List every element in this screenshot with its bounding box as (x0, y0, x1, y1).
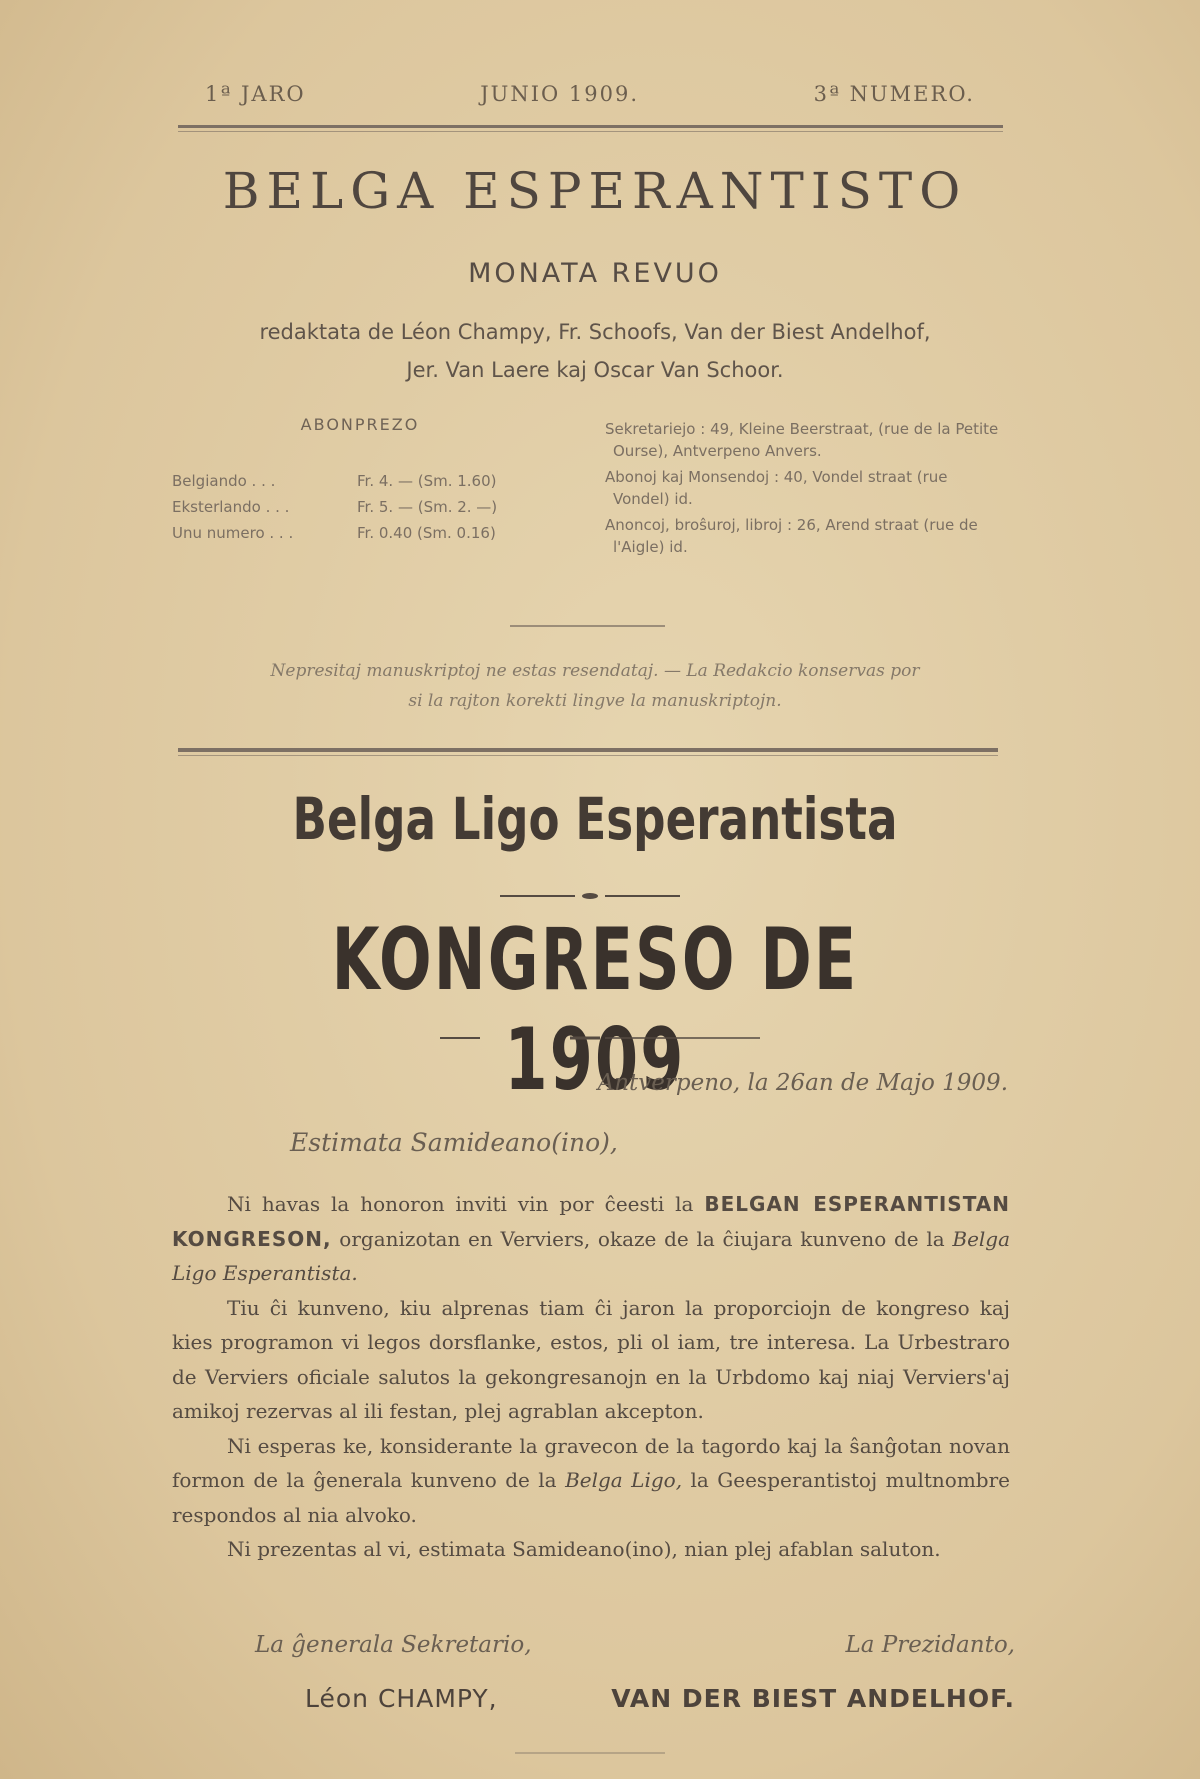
editorial-note (195, 656, 995, 716)
secretary-title: La ĝenerala Sekretario, (255, 1632, 532, 1658)
address-subscriptions: Abonoj kaj Monsendoj : 40, Vondel straat (rue Vondel) id. (605, 468, 948, 508)
paragraph: Tiu ĉi kunveno, kiu alprenas tiam ĉi jaron la proporciojn de kongreso kaj kies programon vi legos dorsflanke, estos, pli ol iam, tre interesa. La Urbestraro de Verviers oficiale salutos la gekongresanojn en la Urbdomo kaj niaj Verviers'aj amikoj rezervas al ili festan, plej agrablan akcepton. (172, 1295, 1010, 1423)
note-line: si la rajton korekti lingve la manuskriptojn. (408, 691, 782, 711)
ornament-divider (500, 893, 680, 899)
league-name: Belga Ligo, (565, 1468, 683, 1492)
issue-number: 3ª NUMERO. (813, 82, 975, 106)
article-rule (178, 748, 998, 752)
price-place: Belgiando . . . (172, 472, 276, 490)
section-divider (510, 625, 665, 627)
issue-year: 1ª JARO (205, 82, 306, 106)
address-secretariat: Sekretariejo : 49, Kleine Beerstraat, (rue de la Petite Ourse), Antverpeno Anvers. (605, 420, 999, 460)
president-title: La Prezidanto, (845, 1632, 1015, 1658)
place-date: Antverpeno, la 26an de Majo 1909. (597, 1070, 1008, 1096)
price-value: Fr. 5. — (Sm. 2. —) (357, 498, 498, 516)
addresses-block (605, 418, 1005, 562)
subscription-prices (172, 468, 592, 546)
ornament-divider-lower (440, 1035, 760, 1041)
footer-dots (515, 1752, 665, 1754)
congress-name: BELGAN ESPERANTISTAN KONGRESON, (172, 1192, 1010, 1251)
header-rule (178, 125, 1003, 128)
editors-line: Jer. Van Laere kaj Oscar Van Schoor. (406, 358, 784, 382)
price-place: Eksterlando . . . (172, 498, 290, 516)
price-row (172, 468, 592, 494)
signature-names (305, 1684, 1015, 1713)
price-row (172, 520, 592, 546)
article-rule-thin (178, 755, 998, 756)
paragraph (172, 1187, 1010, 1291)
secretary-name: Léon CHAMPY, (305, 1684, 498, 1713)
paragraph-text: Ni havas la honoron inviti vin por ĉeesti la (227, 1192, 694, 1216)
note-line: Nepresitaj manuskriptoj ne estas resendataj. — La Redakcio konservas por (270, 661, 920, 681)
address-adverts: Anoncoj, broŝuroj, libroj : 26, Arend straat (rue de l'Aigle) id. (605, 516, 978, 556)
editors-line: redaktata de Léon Champy, Fr. Schoofs, Van der Biest Andelhof, (259, 320, 931, 344)
subscription-title: ABONPREZO (300, 415, 420, 434)
header-rule-thin (178, 131, 1003, 132)
league-title: Belga Ligo Esperantista (292, 785, 898, 853)
article-body (172, 1187, 1010, 1567)
masthead-title: BELGA ESPERANTISTO (222, 162, 968, 220)
paragraph-text: organizotan en Verviers, okaze de la ĉiujara kunveno de la (339, 1226, 945, 1251)
price-place: Unu numero . . . (172, 524, 294, 542)
paragraph (172, 1429, 1010, 1533)
paragraph-text: la Geesperantistoj multnombre respondos al nia alvoko. (172, 1468, 1010, 1527)
editors-block (150, 313, 1040, 389)
congress-heading: KONGRESO DE 1909 (331, 910, 859, 1110)
paragraph-text: Ni esperas ke, konsiderante la gravecon de la tagordo kaj la ŝanĝotan novan formon de la ĝenerala kunveno de la (172, 1433, 1010, 1492)
issue-date: JUNIO 1909. (480, 82, 640, 106)
paragraph: Ni prezentas al vi, estimata Samideano(ino), nian plej afablan saluton. (227, 1537, 941, 1561)
signature-titles (255, 1632, 1015, 1658)
league-name: Belga Ligo Esperantista. (172, 1226, 1011, 1285)
price-value: Fr. 0.40 (Sm. 0.16) (357, 524, 496, 542)
issue-header (205, 82, 975, 106)
price-row (172, 494, 592, 520)
president-name: VAN DER BIEST ANDELHOF. (611, 1684, 1015, 1713)
salutation: Estimata Samideano(ino), (290, 1128, 618, 1157)
masthead-subtitle: MONATA REVUO (468, 258, 722, 289)
price-value: Fr. 4. — (Sm. 1.60) (357, 472, 497, 490)
